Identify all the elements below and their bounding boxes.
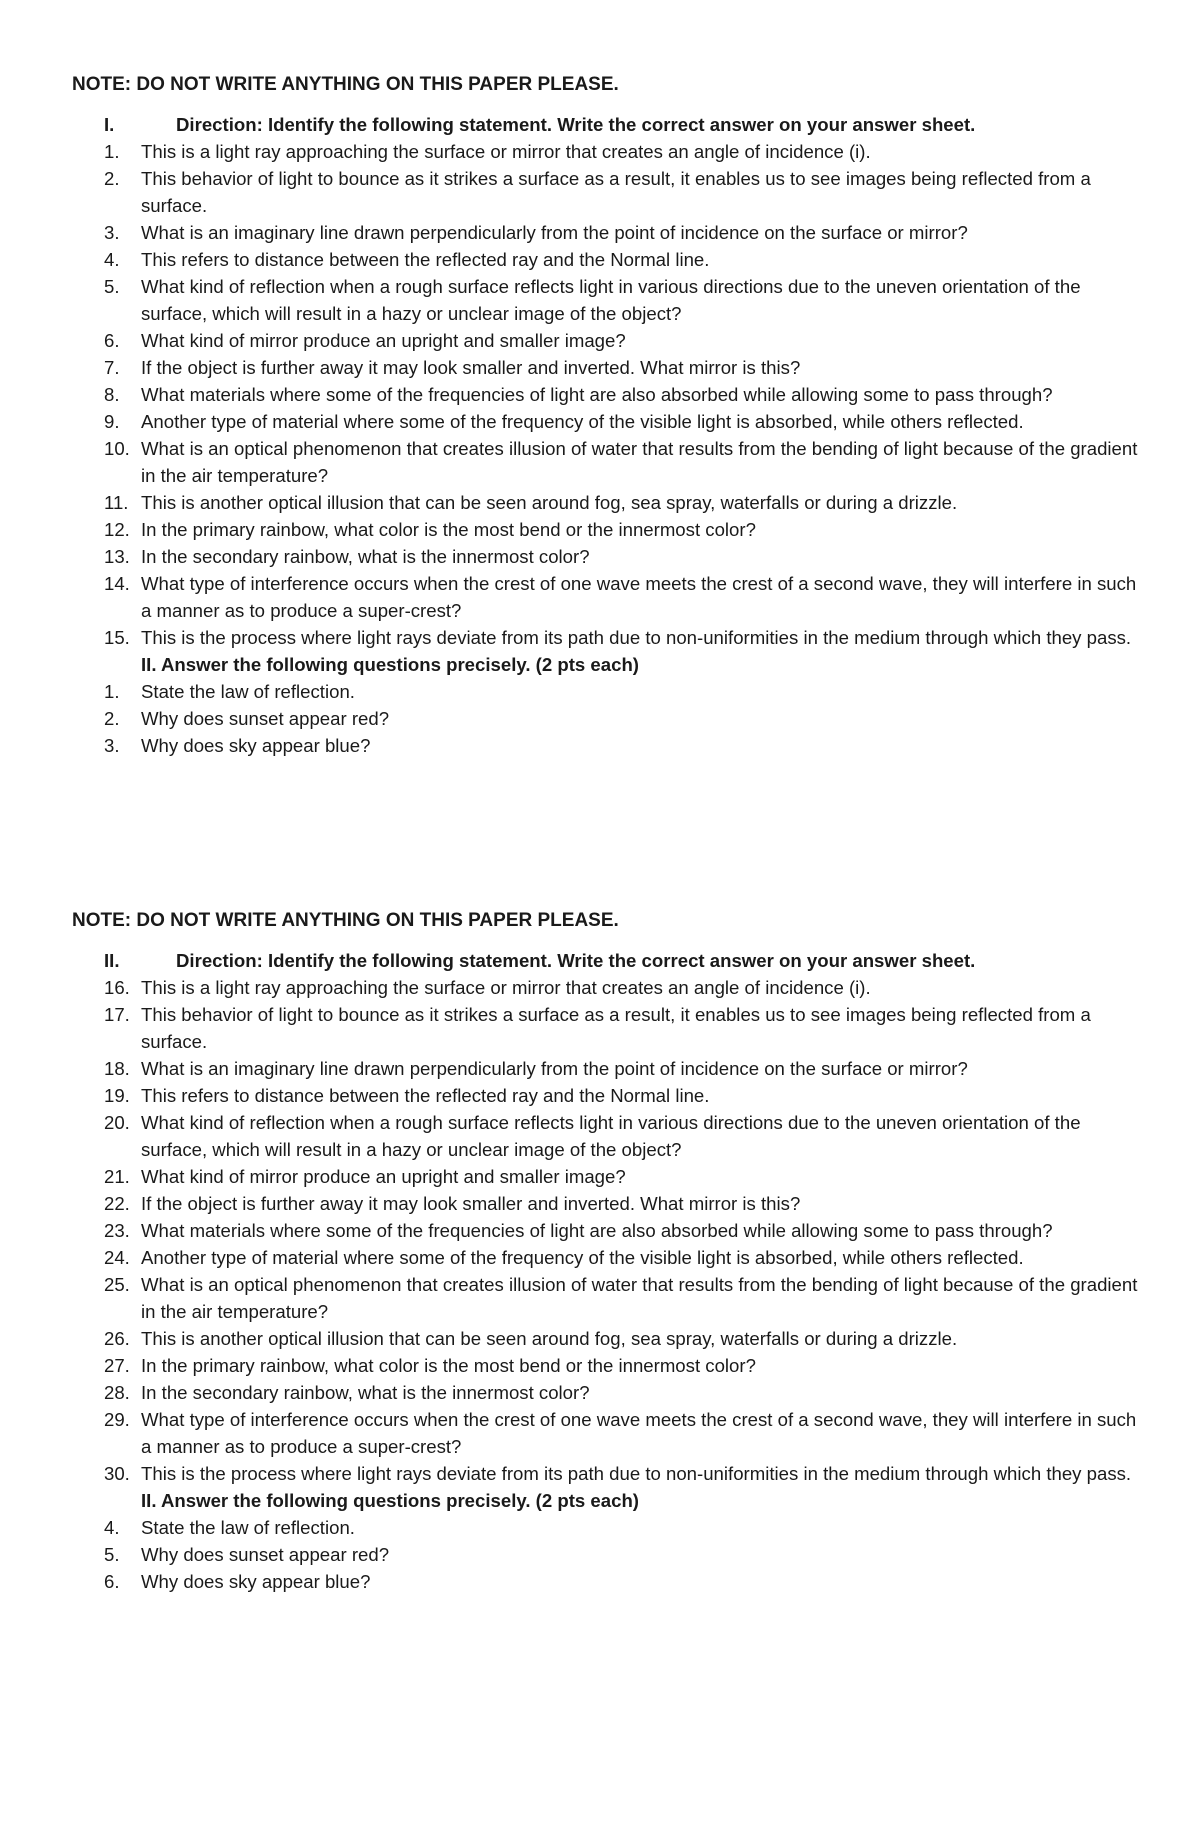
item-text: What kind of reflection when a rough surface reflects light in various directions due to the uneven orientation of the surface, which will result in a hazy or unclear image of the object? [141, 276, 1081, 324]
item-text: Why does sunset appear red? [141, 708, 390, 729]
item-number: 16. [104, 977, 130, 998]
item-text: State the law of reflection. [141, 681, 355, 702]
list-item [104, 327, 1164, 354]
list-item [104, 624, 1164, 651]
question-list [104, 974, 1164, 1595]
list-item [104, 732, 1164, 759]
item-text: In the secondary rainbow, what is the innermost color? [141, 1382, 590, 1403]
item-number: 3. [104, 735, 120, 756]
question-list [104, 138, 1164, 759]
item-text: Why does sky appear blue? [141, 735, 371, 756]
list-item [104, 1109, 1164, 1163]
item-text: In the primary rainbow, what color is the most bend or the innermost color? [141, 1355, 756, 1376]
item-number: 1. [104, 141, 120, 162]
list-item [104, 1217, 1164, 1244]
item-text: Why does sky appear blue? [141, 1571, 371, 1592]
list-item [104, 1568, 1164, 1595]
item-text: This is a light ray approaching the surface or mirror that creates an angle of incidence (i). [141, 977, 871, 998]
item-number: 5. [104, 1544, 120, 1565]
item-text: What type of interference occurs when the crest of one wave meets the crest of a second wave, they will interfere in such a manner as to produce a super-crest? [141, 573, 1137, 621]
item-text: This is another optical illusion that can be seen around fog, sea spray, waterfalls or during a drizzle. [141, 1328, 958, 1349]
section-2-heading: II. Answer the following questions precisely. (2 pts each) [141, 654, 639, 675]
item-number: 19. [104, 1085, 130, 1106]
list-item [104, 1379, 1164, 1406]
item-text: This is a light ray approaching the surface or mirror that creates an angle of incidence (i). [141, 141, 871, 162]
item-number: 17. [104, 1004, 130, 1025]
list-item [104, 516, 1164, 543]
item-text: If the object is further away it may look smaller and inverted. What mirror is this? [141, 1193, 801, 1214]
item-number: 15. [104, 627, 130, 648]
note-heading: NOTE: DO NOT WRITE ANYTHING ON THIS PAPER PLEASE. [72, 910, 619, 931]
list-item [104, 408, 1164, 435]
item-number: 8. [104, 384, 120, 405]
list-item [104, 1271, 1164, 1325]
list-item [104, 219, 1164, 246]
item-number: 14. [104, 573, 130, 594]
item-text: What type of interference occurs when the crest of one wave meets the crest of a second wave, they will interfere in such a manner as to produce a super-crest? [141, 1409, 1137, 1457]
item-number: 28. [104, 1382, 130, 1403]
list-item [104, 489, 1164, 516]
item-number: 11. [104, 492, 129, 513]
item-text: This behavior of light to bounce as it strikes a surface as a result, it enables us to see images being reflected from a surface. [141, 1004, 1091, 1052]
item-number: 25. [104, 1274, 130, 1295]
item-text: This is the process where light rays deviate from its path due to non-uniformities in the medium through which they pass. [141, 627, 1132, 648]
item-text: What is an optical phenomenon that creates illusion of water that results from the bending of light because of the gradient in the air temperature? [141, 438, 1138, 486]
direction-numeral: II. [104, 950, 120, 971]
list-item [104, 1244, 1164, 1271]
item-text: What kind of mirror produce an upright and smaller image? [141, 330, 626, 351]
item-number: 3. [104, 222, 120, 243]
list-item [104, 974, 1164, 1001]
item-text: What is an imaginary line drawn perpendicularly from the point of incidence on the surface or mirror? [141, 222, 968, 243]
list-item [104, 1325, 1164, 1352]
item-number: 4. [104, 249, 120, 270]
list-item [104, 1541, 1164, 1568]
item-text: If the object is further away it may look smaller and inverted. What mirror is this? [141, 357, 801, 378]
item-text: What kind of mirror produce an upright and smaller image? [141, 1166, 626, 1187]
item-number: 2. [104, 708, 120, 729]
item-number: 20. [104, 1112, 130, 1133]
list-item [104, 1190, 1164, 1217]
list-item [104, 246, 1164, 273]
item-number: 27. [104, 1355, 130, 1376]
list-item [104, 1163, 1164, 1190]
item-text: What kind of reflection when a rough surface reflects light in various directions due to the uneven orientation of the surface, which will result in a hazy or unclear image of the object? [141, 1112, 1081, 1160]
item-number: 1. [104, 681, 120, 702]
item-number: 24. [104, 1247, 130, 1268]
direction-numeral: I. [104, 114, 115, 135]
item-text: In the primary rainbow, what color is the most bend or the innermost color? [141, 519, 756, 540]
list-item [104, 138, 1164, 165]
list-item [104, 678, 1164, 705]
item-number: 30. [104, 1463, 130, 1484]
item-number: 22. [104, 1193, 130, 1214]
item-number: 23. [104, 1220, 130, 1241]
item-number: 9. [104, 411, 120, 432]
list-item [104, 570, 1164, 624]
item-text: This is the process where light rays deviate from its path due to non-uniformities in the medium through which they pass. [141, 1463, 1132, 1484]
list-item [104, 1460, 1164, 1487]
list-item [104, 381, 1164, 408]
item-text: This is another optical illusion that can be seen around fog, sea spray, waterfalls or during a drizzle. [141, 492, 958, 513]
item-text: This refers to distance between the reflected ray and the Normal line. [141, 249, 710, 270]
item-text: Another type of material where some of the frequency of the visible light is absorbed, while others reflected. [141, 1247, 1024, 1268]
item-number: 4. [104, 1517, 120, 1538]
item-number: 5. [104, 276, 120, 297]
list-item [104, 1406, 1164, 1460]
item-text: Another type of material where some of the frequency of the visible light is absorbed, while others reflected. [141, 411, 1024, 432]
item-number: 21. [104, 1166, 130, 1187]
item-text: State the law of reflection. [141, 1517, 355, 1538]
item-number: 6. [104, 330, 120, 351]
direction-heading [104, 111, 975, 138]
list-item [104, 1001, 1164, 1055]
item-number: 7. [104, 357, 120, 378]
direction-heading [104, 947, 975, 974]
list-item [104, 435, 1164, 489]
direction-text: Direction: Identify the following statement. Write the correct answer on your answer sheet. [176, 114, 976, 135]
list-item [104, 1352, 1164, 1379]
item-text: This behavior of light to bounce as it strikes a surface as a result, it enables us to see images being reflected from a surface. [141, 168, 1091, 216]
list-item [104, 705, 1164, 732]
item-number: 12. [104, 519, 130, 540]
list-item [104, 165, 1164, 219]
direction-text: Direction: Identify the following statement. Write the correct answer on your answer sheet. [176, 950, 976, 971]
list-item [104, 354, 1164, 381]
item-number: 29. [104, 1409, 130, 1430]
item-text: What materials where some of the frequencies of light are also absorbed while allowing some to pass through? [141, 1220, 1053, 1241]
item-text: In the secondary rainbow, what is the innermost color? [141, 546, 590, 567]
list-item [104, 1055, 1164, 1082]
item-number: 13. [104, 546, 130, 567]
item-text: This refers to distance between the reflected ray and the Normal line. [141, 1085, 710, 1106]
item-number: 26. [104, 1328, 130, 1349]
item-number: 10. [104, 438, 130, 459]
list-item [104, 273, 1164, 327]
item-text: What is an imaginary line drawn perpendicularly from the point of incidence on the surface or mirror? [141, 1058, 968, 1079]
item-text: What materials where some of the frequencies of light are also absorbed while allowing some to pass through? [141, 384, 1053, 405]
list-item [104, 1082, 1164, 1109]
list-item [104, 543, 1164, 570]
item-text: What is an optical phenomenon that creates illusion of water that results from the bending of light because of the gradient in the air temperature? [141, 1274, 1138, 1322]
list-item [104, 1514, 1164, 1541]
item-text: Why does sunset appear red? [141, 1544, 390, 1565]
item-number: 6. [104, 1571, 120, 1592]
item-number: 18. [104, 1058, 130, 1079]
item-number: 2. [104, 168, 120, 189]
section-2-heading: II. Answer the following questions precisely. (2 pts each) [141, 1490, 639, 1511]
note-heading: NOTE: DO NOT WRITE ANYTHING ON THIS PAPER PLEASE. [72, 74, 619, 95]
